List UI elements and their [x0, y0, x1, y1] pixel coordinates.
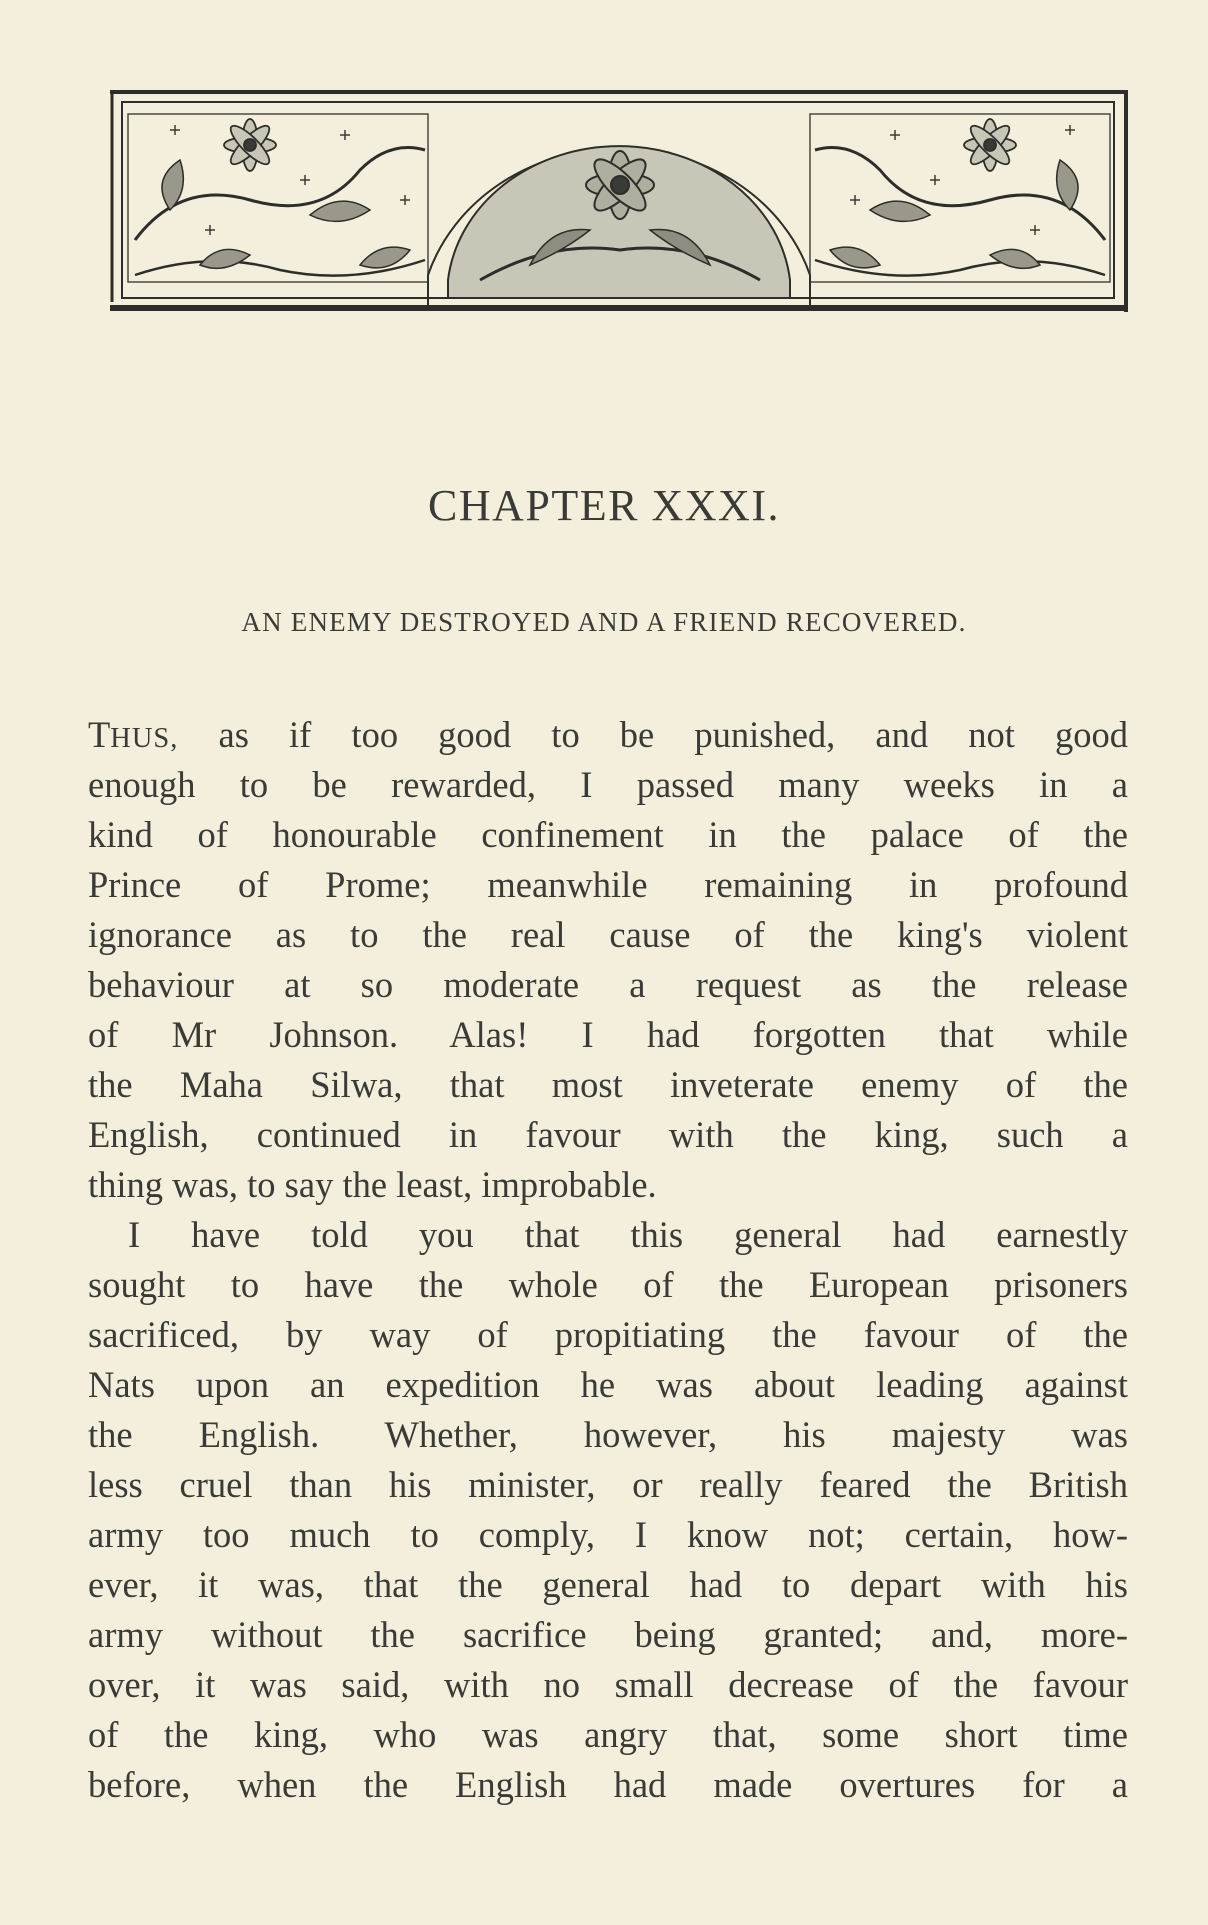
text-line: the Maha Silwa, that most inveterate enemy of the	[88, 1064, 1128, 1105]
text-line: sacrificed, by way of propitiating the favour of the	[88, 1314, 1128, 1355]
text-line: less cruel than his minister, or really feared the British	[88, 1464, 1128, 1505]
text-line: ever, it was, that the general had to depart with his	[88, 1564, 1128, 1605]
text-line: of Mr Johnson. Alas! I had forgotten that while	[88, 1014, 1128, 1055]
text-line: ignorance as to the real cause of the king's violent	[88, 914, 1128, 955]
drop-word-small-caps: HUS,	[110, 723, 179, 754]
text-line: English, continued in favour with the king, such a	[88, 1114, 1128, 1155]
body-text	[88, 710, 1128, 1810]
text-line: behaviour at so moderate a request as the release	[88, 964, 1128, 1005]
text-line: over, it was said, with no small decrease of the favour	[88, 1664, 1128, 1705]
drop-word-initial: T	[88, 714, 111, 755]
text-line: Nats upon an expedition he was about leading against	[88, 1364, 1128, 1405]
text-line: enough to be rewarded, I passed many weeks in a	[88, 764, 1128, 805]
floral-banner-icon	[110, 90, 1130, 315]
text-line: army without the sacrifice being granted; and, more-	[88, 1614, 1128, 1655]
text-line: Prince of Prome; meanwhile remaining in profound	[88, 864, 1128, 905]
chapter-title: CHAPTER XXXI.	[428, 481, 780, 530]
text-line: the English. Whether, however, his majesty was	[88, 1414, 1128, 1455]
text-line: sought to have the whole of the European prisoners	[88, 1264, 1128, 1305]
chapter-subtitle: AN ENEMY DESTROYED AND A FRIEND RECOVERED.	[241, 607, 967, 637]
text-line: kind of honourable confinement in the palace of the	[88, 814, 1128, 855]
text-line: army too much to comply, I know not; certain, how-	[88, 1514, 1128, 1555]
text-line	[88, 710, 1128, 760]
line-text: as if too good to be punished, and not good	[178, 714, 1128, 755]
text-line: thing was, to say the least, improbable.	[88, 1164, 657, 1205]
text-line: of the king, who was angry that, some short time	[88, 1714, 1128, 1755]
text-line: before, when the English had made overtures for a	[88, 1764, 1128, 1805]
text-line: I have told you that this general had earnestly	[128, 1214, 1128, 1255]
